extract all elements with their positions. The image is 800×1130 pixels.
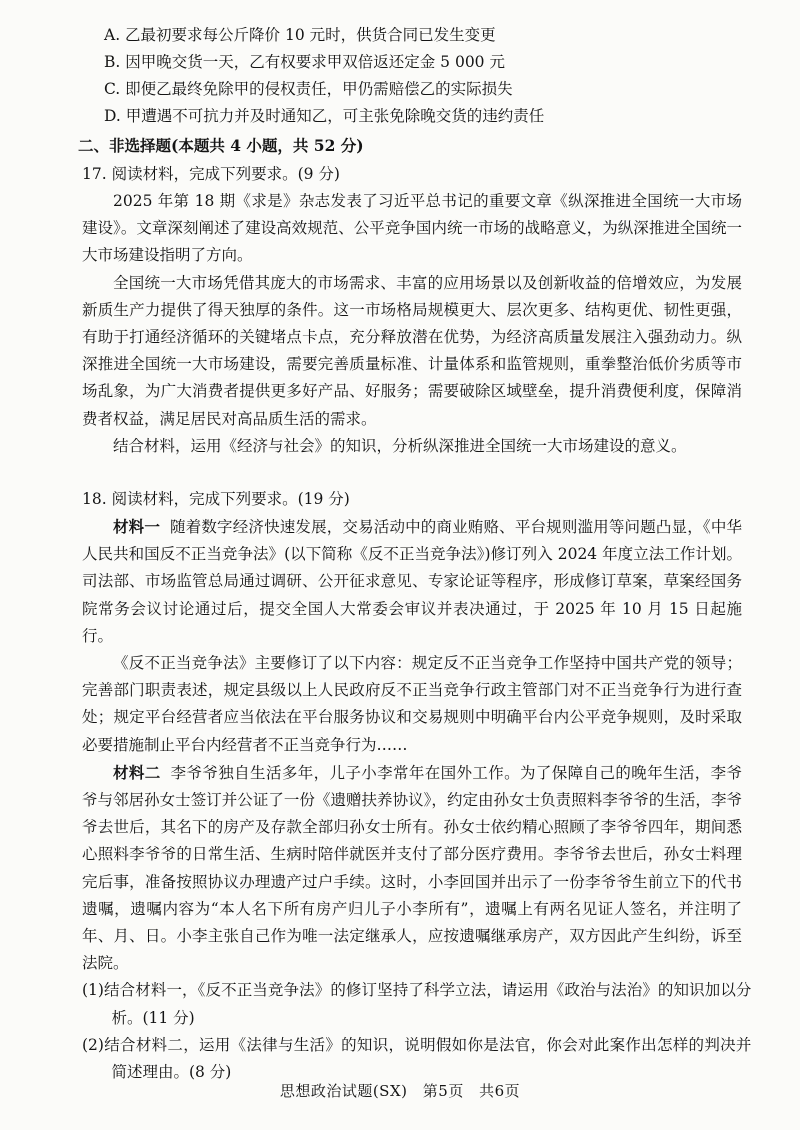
option-d: D. 甲遭遇不可抗力并及时通知乙，可主张免除晚交货的违约责任 [104, 107, 545, 125]
q18-task-1: (1)结合材料一，《反不正当竞争法》的修订坚持了科学立法，请运用《政治与法治》的知识加以分析。(11 分) [82, 981, 752, 1027]
choice-options [104, 22, 544, 130]
q17-paragraph-2: 全国统一大市场凭借其庞大的市场需求、丰富的应用场景以及创新收益的倍增效应，为发展新质生产力提供了得天独厚的条件。这一市场格局规模更大、层次更多、结构更优、韧性更强，有助于打通经济循环的关键堵点卡点，充分释放潜在优势，为经济高质量发展注入强劲动力。纵深推进全国统一大市场建设，需要完善质量标准、计量体系和监管规则，重拳整治低价劣质等市场乱象，为广大消费者提供更多好产品、好服务；需要破除区域壁垒，提升消费便利度，保障消费者权益，满足居民对高品质生活的需求。 [82, 273, 742, 428]
footer-subject: 思想政治试题(SX) [279, 1082, 408, 1100]
page-footer [0, 1080, 800, 1101]
material-2-label: 材料二 [113, 762, 161, 782]
question-18-head: 18. 阅读材料，完成下列要求。(19 分) [82, 490, 350, 508]
material-1-text: 随着数字经济快速发展，交易活动中的商业贿赂、平台规则滥用等问题凸显，《中华人民共和国反不正当竞争法》(以下简称《反不正当竞争法》)修订列入 2024 年度立法工作计划。司法部、市场监管总局通过调研、公开征求意见、专家论证等程序，形成修订草案，草案经国务院常务会议讨论通过后，提交全国人大常委会审议并表决通过，于 2025 年 10 月 15 日起施行。 [82, 518, 742, 645]
q17-paragraph-1: 2025 年第 18 期《求是》杂志发表了习近平总书记的重要文章《纵深推进全国统一大市场建设》。文章深刻阐述了建设高效规范、公平竞争国内统一市场的战略意义，为纵深推进全国统一大市场建设指明了方向。 [82, 192, 742, 265]
option-b: B. 因甲晚交货一天，乙有权要求甲双倍返还定金 5 000 元 [104, 53, 505, 71]
q18-material-1-amendments: 《反不正当竞争法》主要修订了以下内容：规定反不正当竞争工作坚持中国共产党的领导；完善部门职责表述，规定县级以上人民政府反不正当竞争行政主管部门对不正当竞争行为进行查处；规定平台经营者应当依法在平台服务协议和交易规则中明确平台内公平竞争规则，及时采取必要措施制止平台内经营者不正当竞争行为…… [82, 654, 742, 754]
section-title: 二、非选择题(本题共 4 小题，共 52 分) [78, 136, 364, 155]
footer-page-total: 共6页 [479, 1082, 521, 1100]
q18-material-2 [82, 759, 742, 978]
option-a: A. 乙最初要求每公斤降价 10 元时，供货合同已发生变更 [104, 26, 496, 44]
material-2-text: 李爷爷独自生活多年，儿子小李常年在国外工作。为了保障自己的晚年生活，李爷爷与邻居孙女士签订并公证了一份《遗赠扶养协议》，约定由孙女士负责照料李爷爷的生活，李爷爷去世后，其名下的房产及存款全部归孙女士所有。孙女士依约精心照顾了李爷爷四年，期间悉心照料李爷爷的日常生活、生病时陪伴就医并支付了部分医疗费用。李爷爷去世后，孙女士料理完后事，准备按照协议办理遗产过户手续。这时，小李回国并出示了一份李爷爷生前立下的代书遗嘱，遗嘱内容为“本人名下所有房产归儿子小李所有”，遗嘱上有两名见证人签名，并注明了年、月、日。小李主张自己作为唯一法定继承人，应按遗嘱继承房产，双方因此产生纠纷，诉至法院。 [82, 763, 742, 973]
question-18 [82, 486, 752, 1086]
q18-task-2: (2)结合材料二，运用《法律与生活》的知识，说明假如你是法官，你会对此案作出怎样的判决并简述理由。(8 分) [82, 1035, 752, 1082]
question-17-head: 17. 阅读材料，完成下列要求。(9 分) [82, 165, 340, 183]
footer-page-number: 第5页 [422, 1082, 464, 1100]
q18-material-1 [82, 513, 742, 650]
q17-task: 结合材料，运用《经济与社会》的知识，分析纵深推进全国统一大市场建设的意义。 [113, 436, 687, 455]
material-1-label: 材料一 [113, 517, 161, 536]
option-c: C. 即便乙最终免除甲的侵权责任，甲仍需赔偿乙的实际损失 [104, 80, 513, 98]
question-17 [82, 161, 742, 460]
